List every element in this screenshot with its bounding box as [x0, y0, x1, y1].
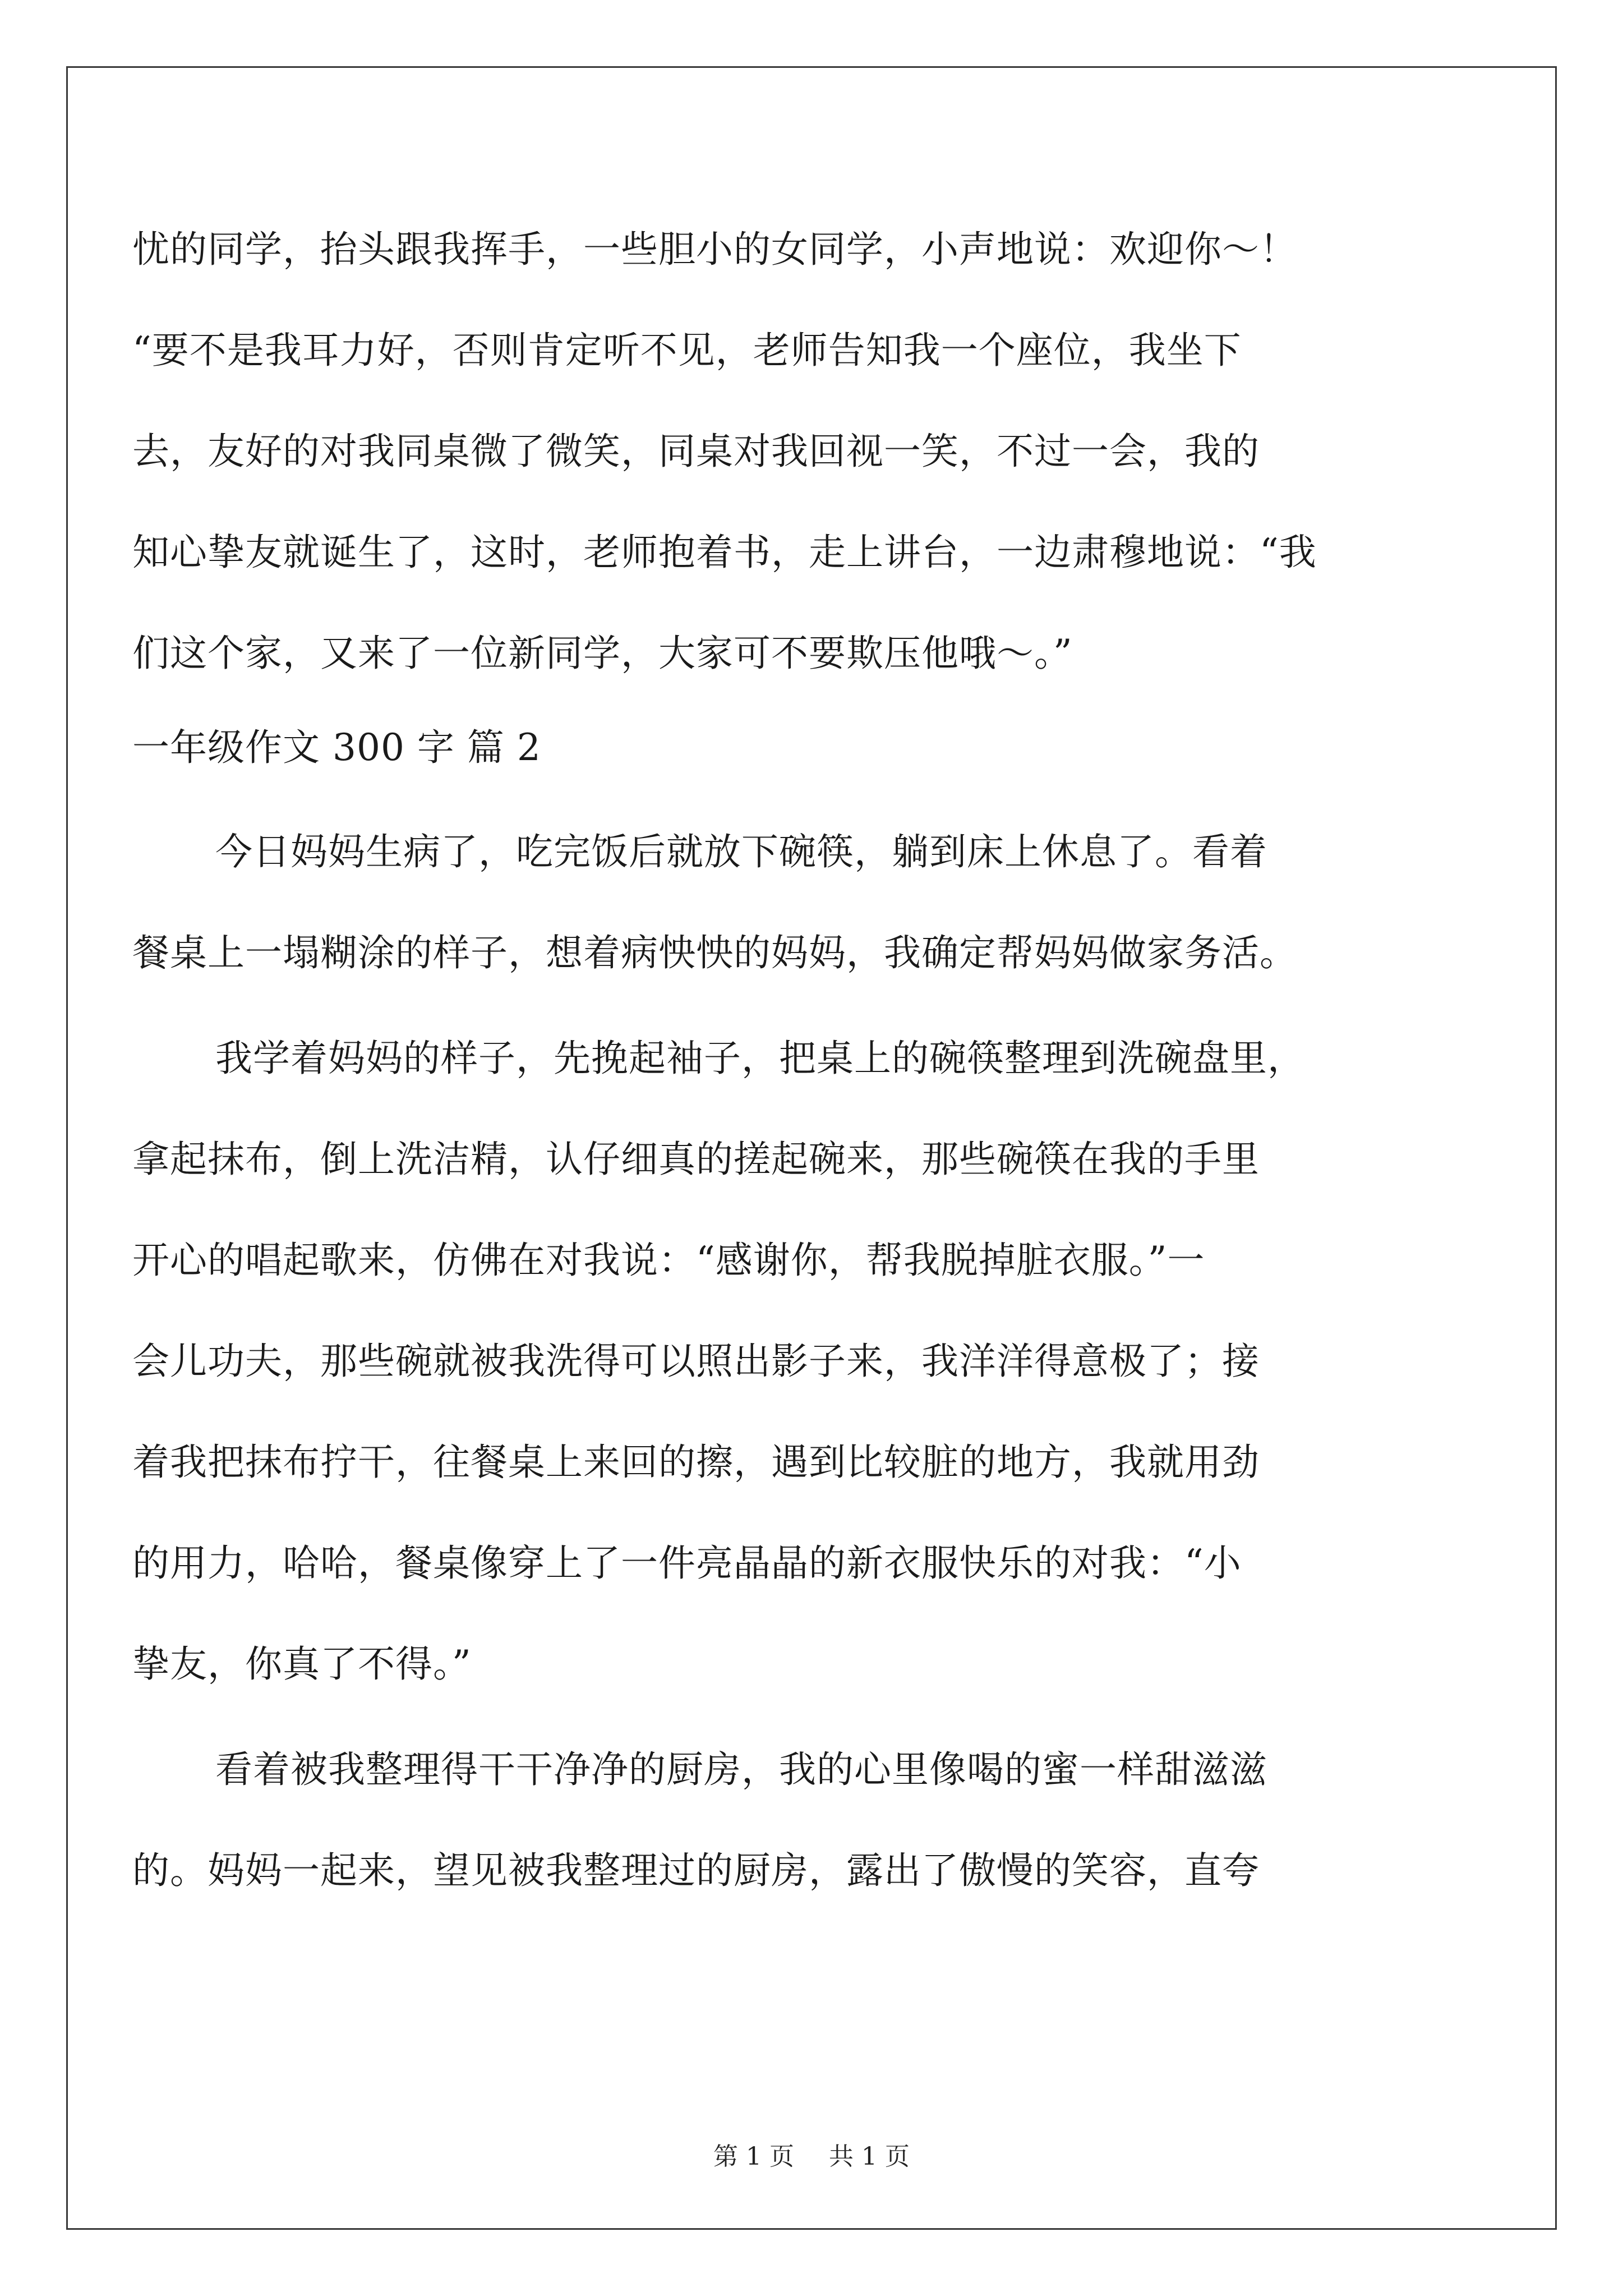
text-line: 着我把抹布拧干，往餐桌上来回的擦，遇到比较脏的地方，我就用劲 [132, 1441, 1260, 1484]
text-line: 挚友，你真了不得。” [132, 1642, 472, 1686]
spacer [132, 792, 1493, 802]
text-line: 会儿功夫，那些碗就被我洗得可以照出影子来，我洋洋得意极了；接 [132, 1340, 1260, 1383]
page-number-total: 共 1 页 [829, 2142, 910, 2171]
text-line: 忧的同学，抬头跟我挥手，一些胆小的女同学，小声地说：欢迎你～！ [132, 228, 1297, 271]
text-line: 餐桌上一塌糊涂的样子，想着病怏怏的妈妈，我确定帮妈妈做家务活。 [132, 931, 1297, 974]
paragraph [132, 802, 1493, 1004]
paragraph [132, 1008, 1493, 1715]
text-line: 的。妈妈一起来，望见被我整理过的厨房，露出了傲慢的笑容，直夸 [132, 1849, 1260, 1892]
page-number-current: 第 1 页 [713, 2142, 794, 2171]
spacer [132, 1004, 1493, 1008]
text-line: “要不是我耳力好，否则肯定听不见，老师告知我一个座位，我坐下 [132, 329, 1242, 372]
document-body [132, 199, 1493, 1921]
text-line: 知心挚友就诞生了，这时，老师抱着书，走上讲台，一边肃穆地说：“我 [132, 531, 1317, 574]
text-line: 拿起抹布，倒上洗洁精，认仔细真的搓起碗来，那些碗筷在我的手里 [132, 1138, 1260, 1181]
spacer [132, 1715, 1493, 1719]
text-line: 开心的唱起歌来，仿佛在对我说：“感谢你，帮我脱掉脏衣服。”一 [132, 1239, 1205, 1282]
section-heading: 一年级作文 300 字 篇 2 [132, 726, 541, 769]
paragraph [132, 1719, 1493, 1921]
text-line: 去，友好的对我同桌微了微笑，同桌对我回视一笑，不过一会，我的 [132, 430, 1260, 473]
text-line: 看着被我整理得干干净净的厨房，我的心里像喝的蜜一样甜滋滋 [215, 1748, 1267, 1791]
text-line: 们这个家，又来了一位新同学，大家可不要欺压他哦～。” [132, 632, 1073, 675]
text-line: 我学着妈妈的样子，先挽起袖子，把桌上的碗筷整理到洗碗盘里， [215, 1037, 1305, 1080]
text-line: 今日妈妈生病了，吃完饭后就放下碗筷，躺到床上休息了。看着 [215, 830, 1267, 873]
continued-paragraph [132, 199, 1493, 704]
text-line: 的用力，哈哈，餐桌像穿上了一件亮晶晶的新衣服快乐的对我：“小 [132, 1542, 1242, 1585]
page-footer [0, 2136, 1623, 2172]
